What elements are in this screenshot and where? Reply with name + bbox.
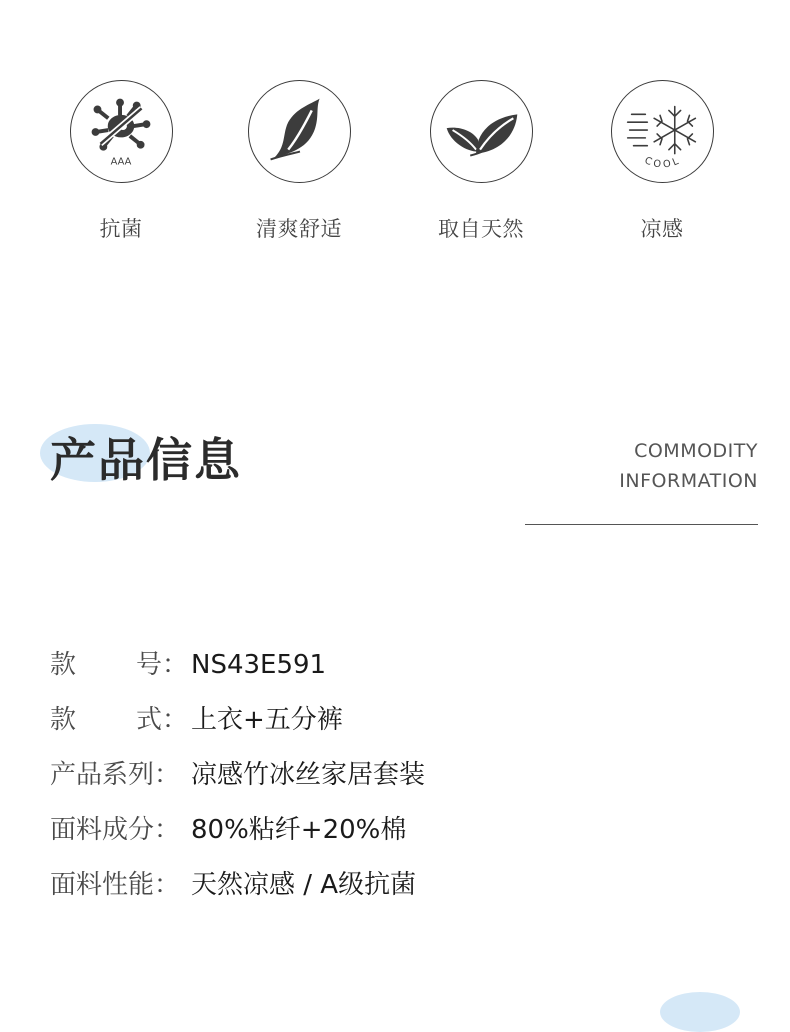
section-subtitle-line2: INFORMATION bbox=[619, 470, 758, 492]
section-divider bbox=[525, 524, 758, 525]
leaf-flame-icon bbox=[248, 80, 351, 183]
aaa-badge-text: AAA bbox=[110, 156, 131, 168]
section-title: 产品信息 bbox=[50, 433, 242, 487]
feature-icons-row bbox=[0, 80, 790, 250]
feature-label-cool: 凉感 bbox=[640, 217, 684, 241]
spec-value: NS43E591 bbox=[191, 650, 327, 680]
spec-value: 80%粘纤+20%棉 bbox=[191, 815, 407, 845]
spec-value: 上衣+五分裤 bbox=[191, 705, 343, 735]
cool-badge-text: COOL bbox=[642, 155, 683, 171]
snowflake-cool-icon bbox=[611, 80, 714, 183]
corner-accent-blob bbox=[660, 992, 740, 1032]
feature-label-refreshing: 清爽舒适 bbox=[256, 217, 342, 241]
feature-label-antibacterial: 抗菌 bbox=[99, 217, 143, 241]
spec-key: 面料性能： bbox=[50, 870, 181, 900]
spec-key: 面料成分： bbox=[50, 815, 181, 845]
feature-label-natural: 取自天然 bbox=[438, 217, 524, 241]
twin-leaves-icon bbox=[430, 80, 533, 183]
feature-cool bbox=[592, 80, 732, 243]
feature-natural bbox=[411, 80, 551, 243]
feature-antibacterial bbox=[51, 80, 191, 243]
spec-value: 凉感竹冰丝家居套装 bbox=[191, 760, 426, 790]
spec-key: 产品系列： bbox=[50, 760, 181, 790]
section-english-subtitle bbox=[619, 436, 758, 496]
svg-text:COOL bbox=[642, 155, 682, 171]
spec-value: 天然凉感 / A级抗菌 bbox=[191, 870, 417, 900]
section-subtitle-line1: COMMODITY bbox=[634, 440, 758, 462]
antibacterial-bug-icon bbox=[70, 80, 173, 183]
feature-refreshing bbox=[229, 80, 369, 243]
